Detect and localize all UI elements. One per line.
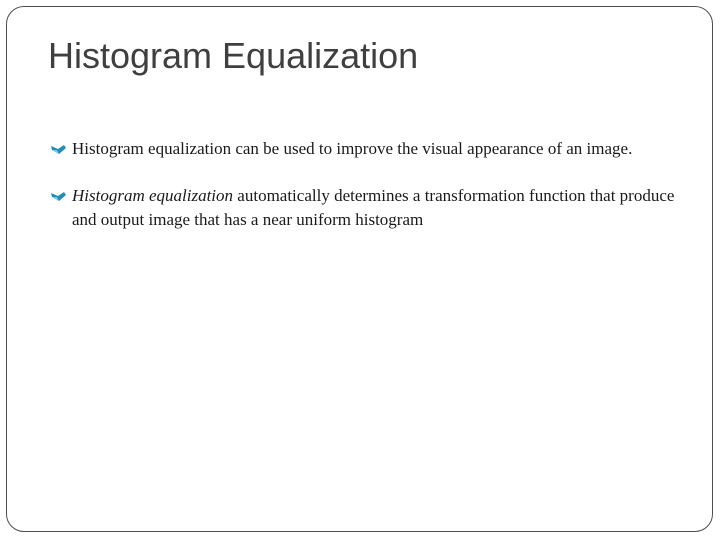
bullet-item <box>51 184 691 232</box>
wing-bullet-icon <box>51 145 66 154</box>
bullet-list <box>51 137 691 255</box>
wing-bullet-icon <box>51 192 66 201</box>
bullet-emphasis: Histogram equalization <box>72 186 234 205</box>
bullet-text: automatically determines a transformation function that produce and output image that has a near uniform histogram <box>72 186 675 229</box>
slide-title: Histogram Equalization <box>48 35 419 76</box>
slide-frame <box>6 6 713 532</box>
bullet-item <box>51 137 691 161</box>
bullet-text: Histogram equalization can be used to improve the visual appearance of an image. <box>72 139 633 158</box>
